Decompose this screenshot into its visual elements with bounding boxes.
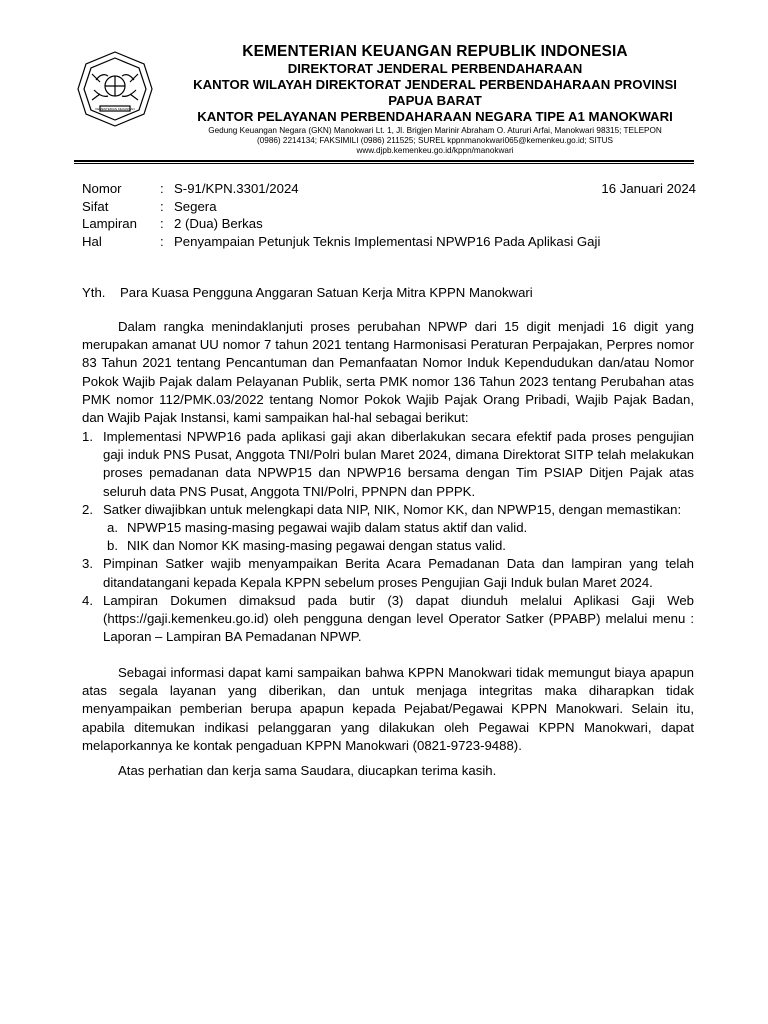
letterhead-divider-thick	[74, 160, 694, 162]
meta-colon: :	[160, 216, 164, 231]
recipient-prefix: Yth.	[82, 285, 106, 300]
letterhead-website: www.djpb.kemenkeu.go.id/kppn/manokwari	[356, 146, 514, 155]
meta-value-hal: Penyampaian Petunjuk Teknis Implementasi NPWP16 Pada Aplikasi Gaji	[174, 233, 601, 249]
list-item-text: Lampiran Dokumen dimaksud pada butir (3) dapat diunduh melalui Aplikasi Gaji Web (https://gaji.kemenkeu.go.id) oleh pengguna dengan level Operator Satker (PPABP) melalui menu : Laporan – Lampiran BA Pemadanan NPWP.	[103, 592, 694, 645]
letterhead-kppn: KANTOR PELAYANAN PERBENDAHARAAN NEGARA TIPE A1 MANOKWARI	[197, 109, 673, 124]
sub-list-item	[103, 537, 694, 555]
letter-date: 16 Januari 2024	[601, 181, 696, 196]
letterhead-directorate: DIREKTORAT JENDERAL PERBENDAHARAAN	[287, 61, 583, 76]
list-item-number: 4.	[82, 592, 93, 608]
letter-meta	[82, 180, 696, 250]
sub-list-item	[103, 519, 694, 537]
body-paragraph-closing: Atas perhatian dan kerja sama Saudara, diucapkan terima kasih.	[118, 763, 497, 778]
letterhead-province: PAPUA BARAT	[388, 93, 482, 108]
meta-value-sifat: Segera	[174, 198, 217, 214]
list-item	[82, 501, 694, 556]
letterhead-ministry: KEMENTERIAN KEUANGAN REPUBLIK INDONESIA	[242, 43, 628, 60]
sub-list-item-text: NIK dan Nomor KK masing-masing pegawai dengan status valid.	[127, 538, 506, 554]
recipient	[82, 284, 533, 301]
letterhead-address-line2: (0986) 2214134; FAKSIMILI (0986) 211525; SUREL kppnmanokwari065@kemenkeu.go.id; SITUS	[256, 136, 614, 145]
list-item-number: 2.	[82, 501, 93, 517]
meta-colon: :	[160, 181, 164, 196]
meta-value-nomor: S-91/KPN.3301/2024	[174, 181, 299, 196]
meta-label-lampiran: Lampiran	[82, 216, 137, 231]
kemenkeu-logo	[72, 46, 158, 132]
numbered-list	[82, 428, 694, 646]
list-item	[82, 592, 694, 647]
list-item	[82, 555, 694, 591]
list-item-text: Pimpinan Satker wajib menyampaikan Berita Acara Pemadanan Data dan lampiran yang telah ditandatangani kepada Kepala KPPN sebelum proses Pengujian Gaji Induk bulan Maret 2024.	[103, 556, 694, 590]
body-paragraph-intro: Dalam rangka menindaklanjuti proses perubahan NPWP dari 15 digit menjadi 16 digit yang merupakan amanat UU nomor 7 tahun 2021 tentang Harmonisasi Peraturan Perpajakan, Perpres nomor 83 Tahun 2021 tentang Pencantuman dan Pemanfaatan Nomor Induk Kependudukan dan/atau Nomor Pokok Wajib Pajak dalam Pelayanan Publik, serta PMK nomor 136 Tahun 2023 tentang Perubahan atas PMK nomor 112/PMK.03/2022 tentang Nomor Pokok Wajib Pajak Orang Pribadi, Wajib Pajak Badan, dan Wajib Pajak Instansi, kami sampaikan hal-hal sebagai berikut:	[82, 319, 694, 426]
sub-list-item-letter: a.	[107, 520, 118, 536]
meta-label-sifat: Sifat	[82, 198, 109, 214]
logo-caption: KEMENTERIAN KEUANGAN	[95, 107, 135, 111]
meta-label-nomor: Nomor	[82, 181, 122, 196]
recipient-name: Para Kuasa Pengguna Anggaran Satuan Kerja Mitra KPPN Manokwari	[120, 285, 533, 300]
letterhead-regional-office: KANTOR WILAYAH DIREKTORAT JENDERAL PERBENDAHARAAN PROVINSI	[193, 77, 677, 92]
meta-row-sifat	[82, 198, 696, 216]
meta-value-lampiran: 2 (Dua) Berkas	[174, 216, 263, 231]
list-item-text: Implementasi NPWP16 pada aplikasi gaji akan diberlakukan secara efektif pada proses pengujian gaji induk PNS Pusat, Anggota TNI/Polri bulan Maret 2024, dimana Direktorat SITP telah melakukan proses pemadanan data NPWP15 dan NPWP16 bersama dengan Tim PSIAP Ditjen Pajak atas seluruh data PNS Pusat, Anggota TNI/Polri, PPNPN dan PPPK.	[103, 429, 694, 499]
list-item	[82, 428, 694, 501]
letterhead-address-line1: Gedung Keuangan Negara (GKN) Manokwari Lt. 1, Jl. Brigjen Marinir Abraham O. Atururi Arfai, Manokwari 98315; TELEPON	[208, 126, 662, 135]
meta-row-hal	[82, 233, 696, 251]
list-item-text: Satker diwajibkan untuk melengkapi data NIP, NIK, Nomor KK, dan NPWP15, dengan memastikan:	[103, 501, 682, 517]
sub-list-item-letter: b.	[107, 538, 118, 554]
list-item-number: 3.	[82, 556, 93, 572]
list-item-number: 1.	[82, 429, 93, 444]
letterhead-divider-thin	[74, 163, 694, 164]
meta-label-hal: Hal	[82, 233, 102, 249]
meta-row-nomor	[82, 180, 696, 198]
meta-colon: :	[160, 233, 164, 249]
meta-colon: :	[160, 198, 164, 214]
body-paragraph-integrity: Sebagai informasi dapat kami sampaikan bahwa KPPN Manokwari tidak memungut biaya apapun atas segala layanan yang diberikan, dan untuk menjaga integritas maka diharapkan tidak menyampaikan pemberian berupa apapun kepada Pejabat/Pegawai KPPN Manokwari. Selain itu, apabila ditemukan indikasi pelanggaran yang dilakukan oleh Pegawai KPPN Manokwari, dapat melaporkannya ke kontak pengaduan KPPN Manokwari (0821-9723-9488).	[82, 665, 694, 753]
letterhead	[162, 42, 708, 156]
meta-row-lampiran	[82, 215, 696, 233]
sub-list-item-text: NPWP15 masing-masing pegawai wajib dalam status aktif dan valid.	[127, 520, 528, 536]
